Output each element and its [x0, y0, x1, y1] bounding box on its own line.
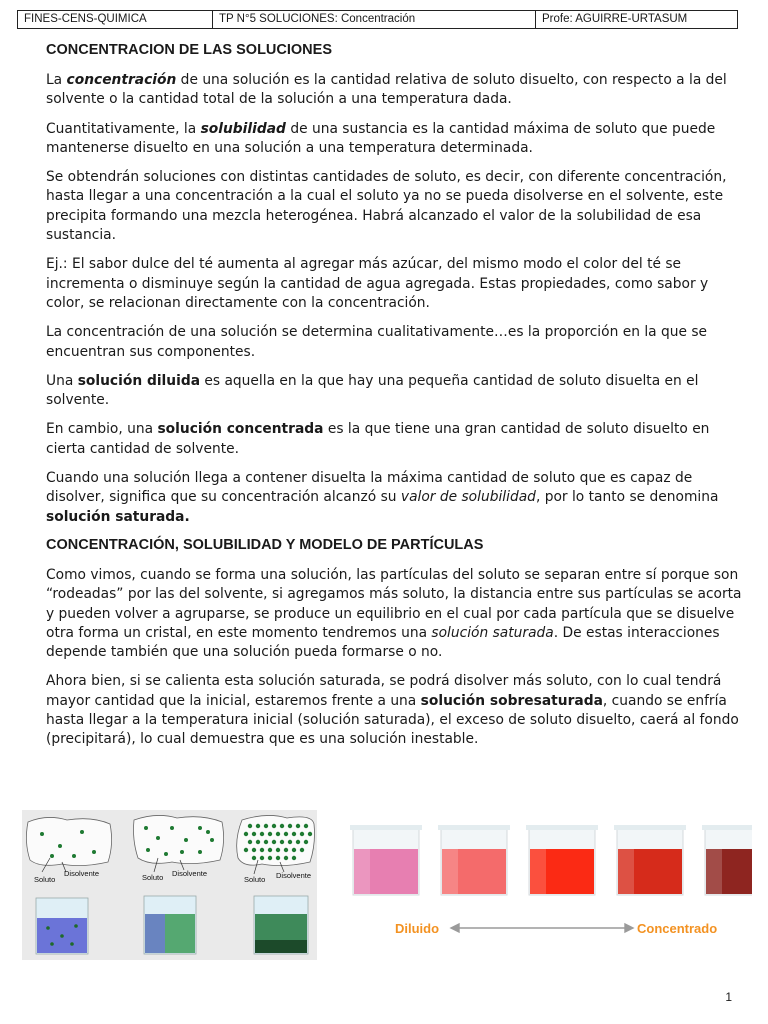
beaker-3 [526, 825, 598, 895]
term-solucion-saturada: solución saturada [431, 624, 554, 641]
solute-label: Soluto [244, 875, 266, 884]
paragraph-dilute [46, 372, 746, 411]
beaker-5 [702, 825, 752, 895]
solvent-label: Disolvente [172, 869, 208, 878]
figures [22, 810, 752, 960]
solvent-label: Disolvente [64, 869, 100, 878]
paragraph-particles [46, 566, 746, 662]
text: Cuantitativamente, la [46, 120, 201, 137]
text: . De estas interacciones depende también que una solución pueda formarse o no. [46, 624, 720, 661]
term-solubilidad: solubilidad [200, 120, 286, 137]
paragraph-concentration [46, 71, 746, 110]
term-saturada: solución saturada [46, 508, 185, 525]
scale-arrow [451, 924, 633, 932]
course-cell: FINES-CENS-QUIMICA [18, 11, 213, 28]
paragraph-qualitative: La concentración de una solución se determina cualitativamente…es la proporción en la que se encuentran sus componentes. [46, 324, 708, 360]
beaker-dilute [36, 898, 88, 954]
beaker-medium [144, 896, 196, 954]
document-header [17, 10, 738, 29]
section-heading: CONCENTRACION DE LAS SOLUCIONES [46, 42, 332, 58]
text: Ahora bien, si se calienta esta solución saturada, se podrá disolver más soluto, con lo cual tendrá mayor cantidad que la inicial, estaremos frente a una [46, 673, 722, 709]
text: es aquella en la que hay una pequeña cantidad de soluto disuelta en el solvente. [46, 372, 699, 409]
solute-label: Soluto [34, 875, 56, 884]
term-diluida: solución diluida [77, 372, 201, 389]
section-heading: CONCENTRACIÓN, SOLUBILIDAD Y MODELO DE PARTÍCULAS [46, 536, 484, 553]
text: es la que tiene una gran cantidad de soluto disuelto en cierta cantidad de solvente. [46, 421, 710, 457]
term-sobresaturada: solución sobresaturada [420, 692, 603, 709]
paragraph-concentrated [46, 420, 746, 459]
teacher-cell: Profe: AGUIRRE-URTASUM [542, 13, 688, 25]
solute-label: Soluto [142, 873, 164, 882]
diluted-label: Diluido [395, 921, 440, 936]
beaker-1 [350, 825, 422, 895]
text: La [46, 72, 67, 88]
beaker-2 [438, 825, 510, 895]
concentration-scale-figure [347, 825, 752, 955]
paragraph-solubility [46, 120, 746, 159]
text: , por lo tanto se denomina [535, 489, 719, 506]
solution-zoom-medium [134, 815, 224, 863]
paragraph-supersaturated [46, 672, 746, 749]
solution-zoom-saturated [237, 815, 315, 865]
text: En cambio, una [46, 421, 158, 438]
text: de una solución es la cantidad relativa de soluto disuelto, con respecto a la del solvente o la cantidad total de la solución a una temperatura dada. [46, 72, 727, 108]
solution-zoom-dilute [26, 817, 111, 865]
document-body [46, 42, 746, 760]
term-concentracion: concentración [66, 72, 177, 88]
text: Una [46, 372, 78, 389]
text: Cuando una solución llega a contener disuelta la máxima cantidad de soluto que es capaz de disolver, significa que su concentración alcanzó su [46, 470, 693, 506]
term-valor-solubilidad: valor de solubilidad [400, 489, 536, 506]
particle-model-figure [22, 810, 317, 960]
term-concentrada: solución concentrada [157, 421, 324, 438]
beaker-4 [614, 825, 686, 895]
paragraph-example: Ej.: El sabor dulce del té aumenta al agregar más azúcar, del mismo modo el color del té se incrementa o disminuye según la cantidad de agua agregada. Estas propiedades, como sabor y color, se relacionan directamente con la concentración. [46, 256, 709, 311]
text: . [184, 508, 190, 525]
beaker-saturated [254, 896, 308, 954]
concentrated-label: Concentrado [637, 921, 718, 936]
title-cell: TP N°5 SOLUCIONES: Concentración [213, 11, 536, 28]
text: de una sustancia es la cantidad máxima de soluto que puede mantenerse disuelto en una solución a una temperatura determinada. [46, 120, 716, 156]
text: , cuando se enfría hasta llegar a la temperatura inicial (solución saturada), el exceso de soluto disuelto, caerá al fondo (precipitará), lo cual demuestra que es una solución inestable. [46, 692, 739, 748]
paragraph-saturated [46, 469, 746, 527]
page-number: 1 [725, 990, 732, 1004]
paragraph-saturation: Se obtendrán soluciones con distintas cantidades de soluto, es decir, con diferente concentración, hasta llegar a una concentración a la cual el soluto ya no se pueda disolverse en el solvente, este precipita formando una mezcla heterogénea. Habrá alcanzado el valor de la solubilidad de esa sustancia. [46, 169, 727, 244]
text: Como vimos, cuando se forma una solución, las partículas del soluto se separan entre sí porque son “rodeadas” por las del solvente, si agregamos más soluto, la distancia entre sus partículas se acorta y pueden volver a agruparse, se produce un equilibrio en el cual por cada partícula que se disuelve otra forma un cristal, en este momento tendremos una [46, 566, 742, 641]
solvent-label: Disolvente [276, 871, 312, 880]
